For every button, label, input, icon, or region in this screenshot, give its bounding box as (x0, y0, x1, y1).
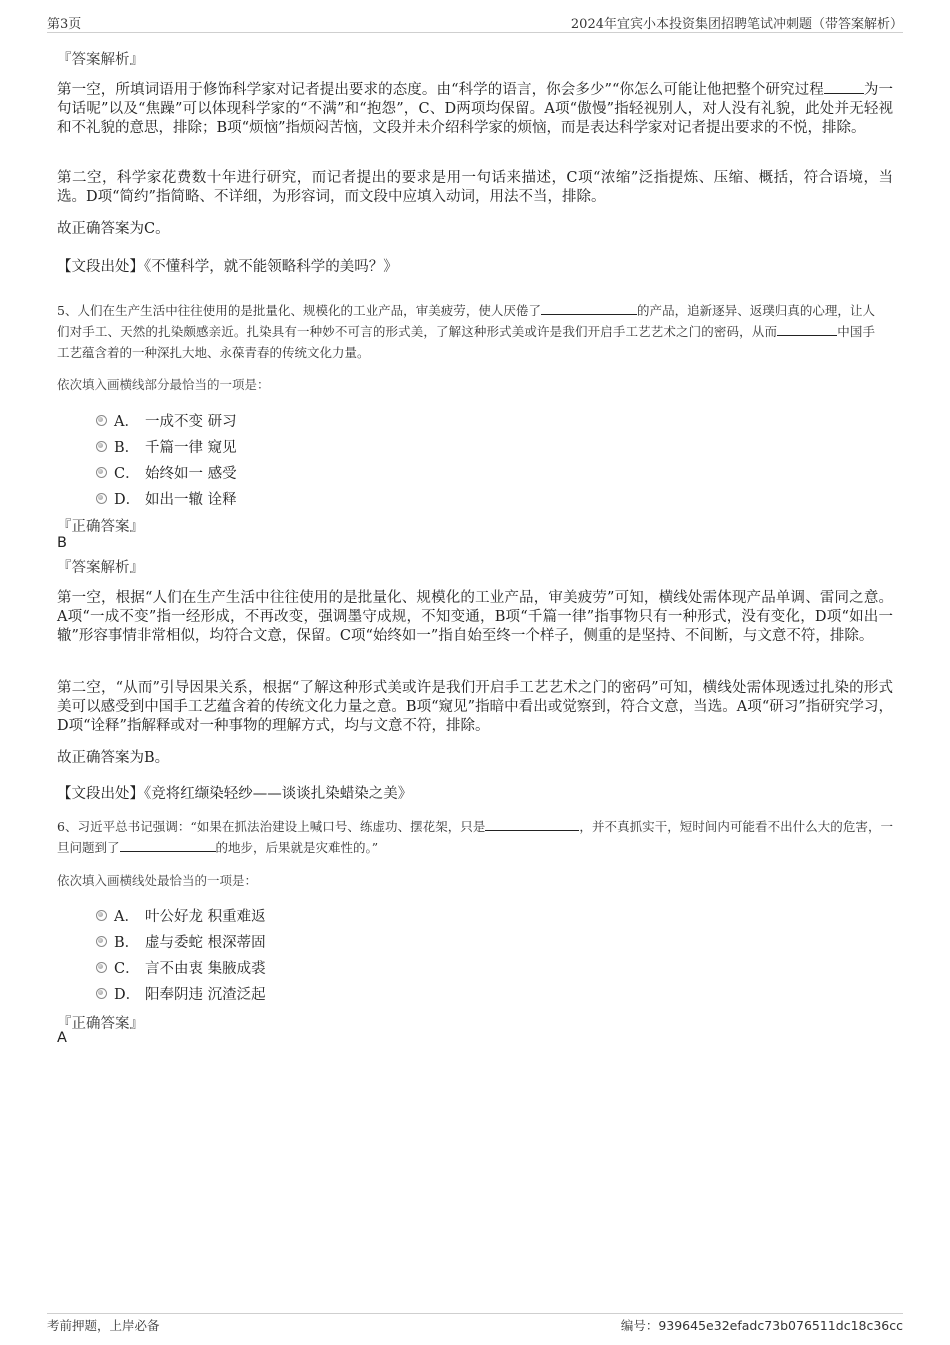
q6-stem: 6、习近平总书记强调：“如果在抓法治建设上喊口号、练虚功、摆花架，只是 ，并不真抓实干，短时间内可能看不出什么大的危害，一旦问题到了 的地步，后果就是灾难性的。” (57, 819, 893, 855)
q5-answer-label: 『正确答案』 (57, 519, 144, 535)
document-code: 编号：939645e32efadc73b076511dc18c36cc (620, 1318, 903, 1333)
q4-conclusion: 故正确答案为C。 (57, 221, 170, 237)
q5-instruction: 依次填入画横线部分最恰当的一项是： (57, 377, 270, 392)
q5-analysis-para1: 第一空，根据“人们在生产生活中往往使用的是批量化、规模化的工业产品，审美疲劳”可知，横线处需体现产品单调、雷同之意。A项“一成不变”指一经形成，不再改变，强调墨守成规，不知变通，B项“千篇一律”指事物只有一种形式，没有变化，D项“如出一辙”形容事情非常相似，均符合文意，保留。C项“始终如一”指自始至终一个样子，侧重的是坚持、不间断，与文意不符，排除。 (57, 590, 893, 644)
q6-answer-label: 『正确答案』 (57, 1016, 144, 1032)
q4-analysis-para2: 第二空，科学家花费数十年进行研究，而记者提出的要求是用一句话来描述，C项“浓缩”泛指提炼、压缩、概括，符合语境，当选。D项“简约”指简略、不详细，为形容词，而文段中应填入动词，用法不当，排除。 (57, 170, 893, 205)
blank-line (541, 301, 637, 315)
radio-icon[interactable] (96, 936, 107, 947)
radio-icon[interactable] (96, 493, 107, 504)
blank-line (777, 322, 837, 336)
q5-source: 【文段出处】《竞将红缬染轻纱——谈谈扎染蜡染之美》 (57, 786, 413, 802)
q4-source: 【文段出处】《不懂科学，就不能领略科学的美吗？》 (57, 259, 398, 275)
radio-icon[interactable] (96, 441, 107, 452)
q5-stem: 5、人们在生产生活中往往使用的是批量化、规模化的工业产品，审美疲劳，使人厌倦了 的产品，追新逐异、返璞归真的心理，让人们对手工、天然的扎染颇感亲近。扎染具有一种妙不可言的形式美，了解这种形式美或许是我们开启手工艺艺术之门的密码，从而 中国手工艺蕴含着的一种深扎大地、永葆青春的传统文化力量。 (57, 303, 875, 360)
radio-icon[interactable] (96, 910, 107, 921)
footer-slogan: 考前押题，上岸必备 (47, 1318, 160, 1333)
page-header (47, 8, 903, 33)
blank-line (485, 817, 579, 831)
radio-icon[interactable] (96, 962, 107, 973)
document-title: 2024年宜宾小本投资集团招聘笔试冲刺题（带答案解析） (570, 17, 903, 32)
q4-analysis-label: 『答案解析』 (57, 52, 144, 68)
radio-icon[interactable] (96, 467, 107, 478)
page-number: 第3页 (47, 17, 82, 32)
blank-line (824, 80, 864, 94)
q4-analysis-para1: 第一空，所填词语用于修饰科学家对记者提出要求的态度。由“科学的语言，你会多少”“你怎么可能让他把整个研究过程 为一句话呢”以及“焦躁”可以体现科学家的“不满”和“抱怨”，C、D两项均保留。A项“傲慢”指轻视别人，对人没有礼貌，此处并无轻视和不礼貌的意思，排除；B项“烦恼”指烦闷苦恼，文段并未介绍科学家的烦恼，而是表达科学家对记者提出要求的不悦，排除。 (57, 82, 894, 136)
radio-icon[interactable] (96, 415, 107, 426)
q5-answer: B (57, 535, 67, 551)
q5-conclusion: 故正确答案为B。 (57, 750, 170, 766)
q6-instruction: 依次填入画横线处最恰当的一项是： (57, 873, 258, 888)
q5-analysis-label: 『答案解析』 (57, 560, 144, 576)
q5-analysis-para2: 第二空，“从而”引导因果关系，根据“了解这种形式美或许是我们开启手工艺艺术之门的密码”可知，横线处需体现透过扎染的形式美可以感受到中国手工艺蕴含着的传统文化力量之意。B项“窥见”指暗中看出或觉察到，符合文意，当选。A项“研习”指研究学习，D项“诠释”指解释或对一种事物的理解方式，均与文意不符，排除。 (57, 680, 893, 734)
page-footer (47, 1313, 903, 1338)
q6-answer: A (57, 1030, 67, 1046)
blank-line (120, 838, 216, 852)
radio-icon[interactable] (96, 988, 107, 999)
